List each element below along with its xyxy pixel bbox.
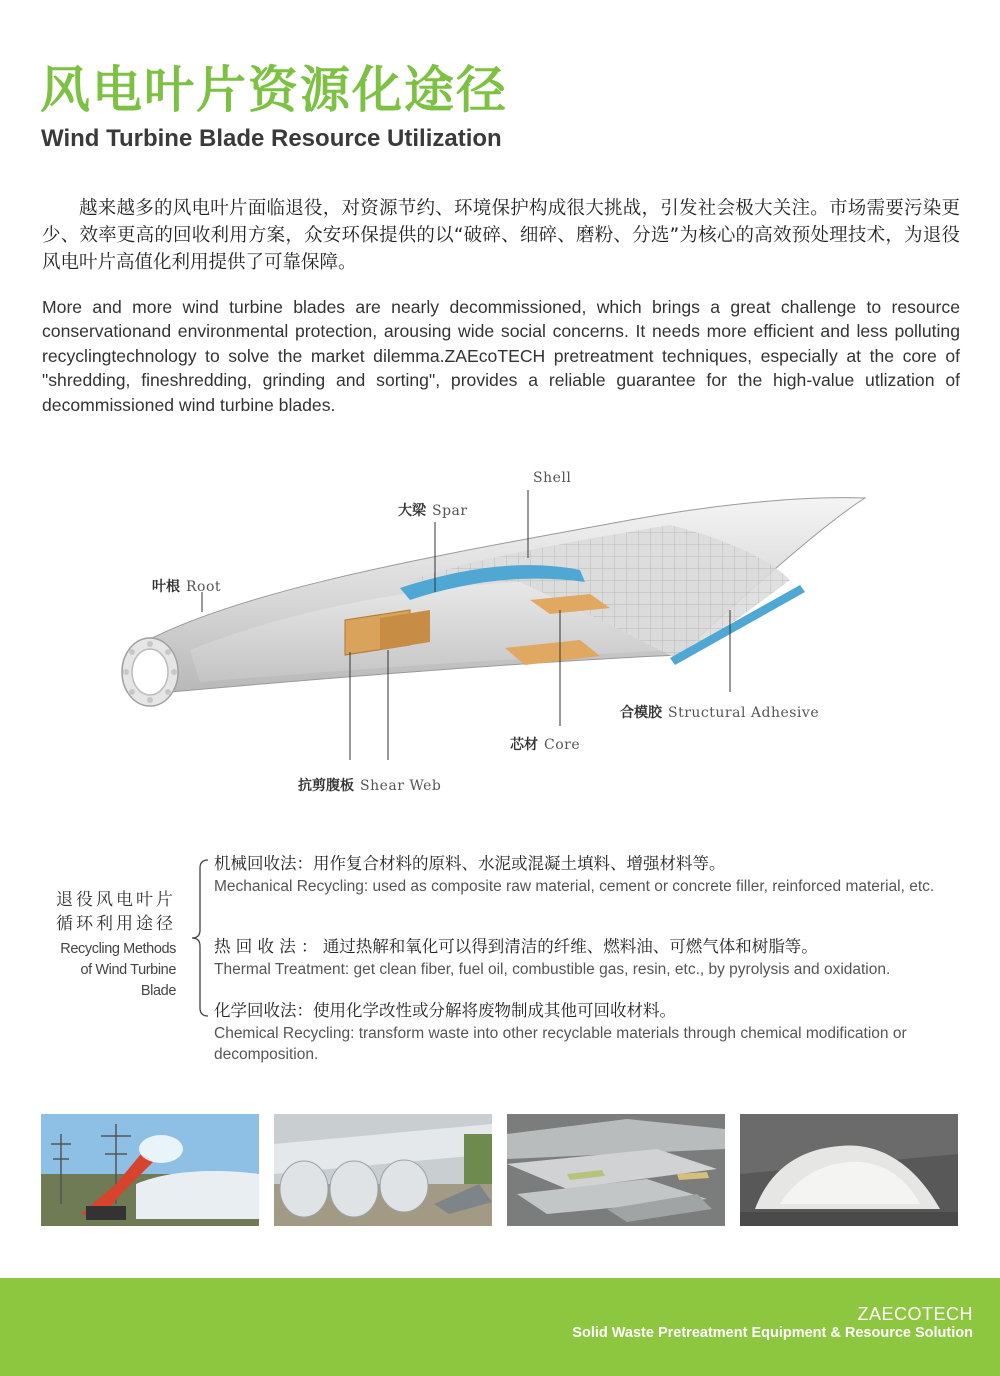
photo-blade-fragments bbox=[507, 1114, 725, 1226]
method-mechanical bbox=[214, 852, 944, 897]
methods-side-en-1: Recycling Methods bbox=[60, 941, 176, 957]
intro-paragraph-cn: 越来越多的风电叶片面临退役，对资源节约、环境保护构成很大挑战，引发社会极大关注。市场需要污染更少、效率更高的回收利用方案，众安环保提供的以“破碎、细碎、磨粉、分选”为核心的高效预处理技术，为退役风电叶片高值化利用提供了可靠保障。 bbox=[42, 198, 960, 273]
label-shear-web bbox=[298, 775, 441, 795]
label-shell-en: Shell bbox=[533, 470, 572, 486]
label-spar bbox=[398, 500, 468, 520]
method-thermal bbox=[214, 935, 944, 980]
photo-blade-dismantling bbox=[41, 1114, 259, 1226]
blade-illustration bbox=[110, 460, 870, 800]
label-root-cn: 叶根 bbox=[152, 579, 180, 595]
methods-side-en-2: of Wind Turbine Blade bbox=[80, 962, 176, 999]
methods-side-cn-1: 退役风电叶片 bbox=[56, 890, 176, 910]
method-mechanical-cn: 机械回收法：用作复合材料的原料、水泥或混凝土填料、增强材料等。 bbox=[214, 854, 726, 873]
label-spar-cn: 大梁 bbox=[398, 503, 426, 519]
label-core-en: Core bbox=[544, 737, 581, 753]
intro-paragraph-en: More and more wind turbine blades are nearly decommissioned, which brings a great challenge to resource conservationand environmental protection, arousing wide social concerns. It needs more efficient and less polluting recyclingtechnology to solve the market dilemma.ZAEcoTECH pretreatment techniques, especially at the core of "shredding, fineshredding, grinding and sorting", provides a reliable guarantee for the high-value utlization of decommissioned wind turbine blades. bbox=[42, 297, 960, 415]
footer-bar bbox=[0, 1278, 1000, 1376]
footer-slogan: Solid Waste Pretreatment Equipment & Resource Solution bbox=[572, 1325, 973, 1341]
label-core bbox=[510, 734, 580, 754]
footer-brand: ZAECOTECH bbox=[857, 1304, 973, 1324]
label-core-cn: 芯材 bbox=[510, 737, 538, 753]
method-chemical bbox=[214, 999, 944, 1065]
method-chemical-cn: 化学回收法：使用化学改性或分解将废物制成其他可回收材料。 bbox=[214, 1001, 676, 1020]
brace-divider bbox=[190, 858, 210, 1018]
method-thermal-cn: 热 回 收 法 ： 通过热解和氧化可以得到清洁的纤维、燃料油、可燃气体和树脂等。 bbox=[214, 937, 818, 956]
photo-fiber-powder bbox=[740, 1114, 958, 1226]
methods-side-title bbox=[44, 888, 176, 1002]
label-root bbox=[152, 576, 221, 596]
label-spar-en: Spar bbox=[432, 503, 468, 519]
label-adhesive-en: Structural Adhesive bbox=[668, 705, 820, 721]
method-mechanical-en: Mechanical Recycling: used as composite raw material, cement or concrete filler, reinforced material, etc. bbox=[214, 878, 935, 895]
method-thermal-en: Thermal Treatment: get clean fiber, fuel oil, combustible gas, resin, etc., by pyrolysis and oxidation. bbox=[214, 961, 891, 978]
page-title-cn: 风电叶片资源化途径 bbox=[40, 61, 508, 119]
blade-structure-diagram bbox=[110, 460, 870, 800]
photo-blade-sections bbox=[274, 1114, 492, 1226]
label-shearweb-en: Shear Web bbox=[360, 778, 442, 794]
method-chemical-en: Chemical Recycling: transform waste into other recyclable materials through chemical modification or decomposition. bbox=[214, 1025, 907, 1063]
label-root-en: Root bbox=[186, 579, 222, 595]
methods-side-cn-2: 循环利用途径 bbox=[56, 914, 176, 934]
label-adhesive bbox=[620, 702, 819, 722]
label-shearweb-cn: 抗剪腹板 bbox=[298, 778, 354, 794]
page-title-en: Wind Turbine Blade Resource Utilization bbox=[41, 125, 502, 152]
label-adhesive-cn: 合模胶 bbox=[620, 705, 662, 721]
label-shell bbox=[533, 470, 571, 486]
